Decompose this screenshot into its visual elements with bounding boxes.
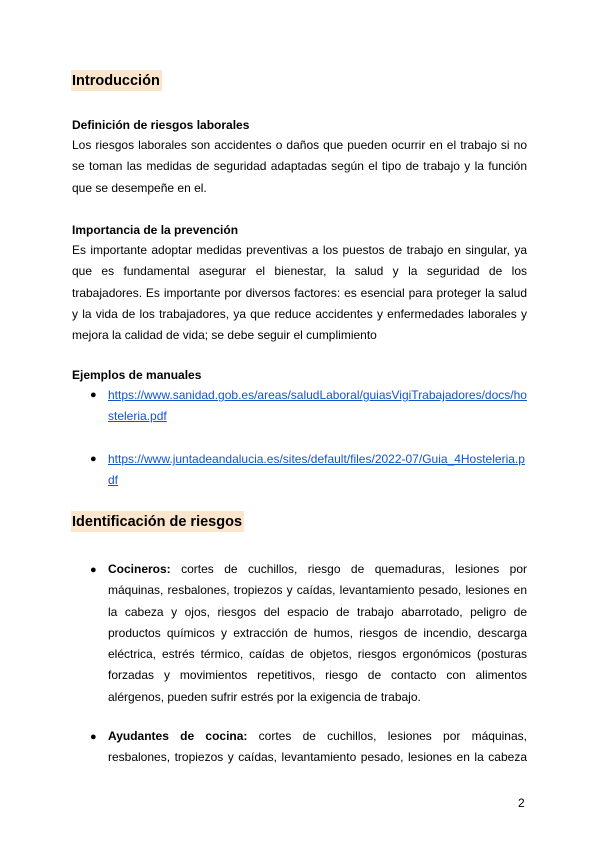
manual-link-junta[interactable]: https://www.juntadeandalucia.es/sites/default/files/2022-07/Guia_4Hosteleria.pdf [108, 452, 525, 487]
list-item-text: cortes de cuchillos, lesiones por máquinas, resbalones, tropiezos y caídas, levantamiento pesado, lesiones en la cabeza [108, 729, 527, 765]
manual-link-sanidad[interactable]: https://www.sanidad.gob.es/areas/saludLaboral/guiasVigiTrabajadores/docs/hosteleria.pdf [108, 388, 527, 423]
list-item-text: cortes de cuchillos, riesgo de quemaduras, lesiones por máquinas, resbalones, tropiezos y caídas, levantamiento pesado, lesiones en la cabeza y ojos, riesgos del espacio de trabajo abarrotado, peligro de productos químicos y extracción de humos, riesgos de incendio, descarga eléctrica, estrés térmico, caídas de objetos, riesgos ergonómicos (posturas forzadas y movimientos repetitivos, riesgo de contacto con alimentos alérgenos, pueden sufrir estrés por la exigencia de trabajo. [108, 562, 527, 704]
bullet-icon: ● [90, 453, 97, 465]
list-item-ayudantes [108, 726, 527, 769]
paragraph-importancia: Es importante adoptar medidas preventivas a los puestos de trabajo en singular, ya que es fundamental asegurar el bienestar, la salud y la seguridad de los trabajadores. Es importante por diversos factores: es esencial para proteger la salud y la vida de los trabajadores, ya que reduce accidentes y enfermedades laborales y mejora la calidad de vida; se debe seguir el cumplimiento [72, 243, 527, 343]
bullet-icon: ● [90, 389, 97, 401]
list-item-cocineros [108, 559, 527, 708]
paragraph-definicion: Los riesgos laborales son accidentes o daños que pueden ocurrir en el trabajo si no se toman las medidas de seguridad adaptadas según el tipo de trabajo y la función que se desempeñe en el. [72, 138, 527, 195]
bullet-icon: ● [90, 564, 97, 576]
heading-definicion: Definición de riesgos laborales [72, 118, 250, 132]
heading-ejemplos: Ejemplos de manuales [72, 368, 202, 382]
list-item-label: Ayudantes de cocina: [108, 729, 248, 743]
section-title-identificacion: Identificación de riesgos [71, 511, 244, 532]
list-item-label: Cocineros: [108, 562, 171, 576]
bullet-icon: ● [90, 731, 97, 743]
heading-importancia: Importancia de la prevención [72, 223, 239, 237]
page-number: 2 [518, 796, 525, 810]
section-title-introduccion: Introducción [71, 70, 162, 91]
